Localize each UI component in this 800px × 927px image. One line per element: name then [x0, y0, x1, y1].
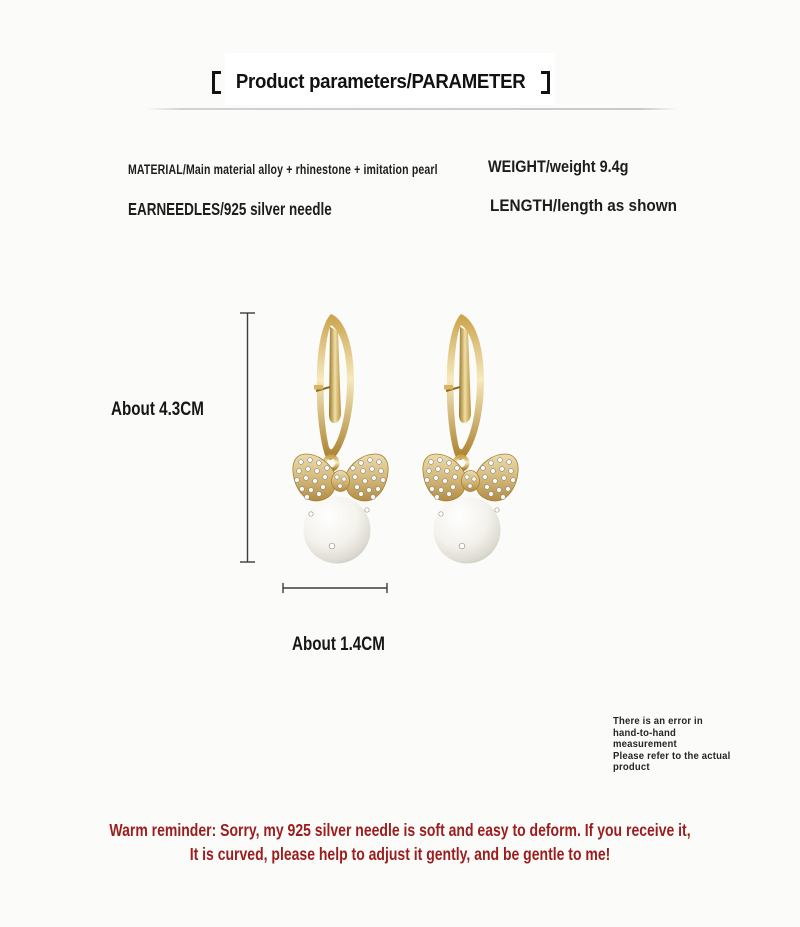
param-weight: WEIGHT/weight 9.4g — [488, 157, 629, 176]
disclaimer-line: product — [613, 762, 650, 774]
warm-reminder — [0, 818, 800, 866]
disclaimer-line: Please refer to the actual — [613, 750, 731, 762]
disclaimer-line: hand-to-hand — [613, 727, 676, 739]
dimension-line-vertical — [240, 313, 255, 562]
earring-right — [423, 314, 518, 564]
warm-reminder-line1: Warm reminder: Sorry, my 925 silver needle is soft and easy to deform. If you receive it, — [109, 820, 691, 840]
dimension-line-horizontal — [283, 583, 387, 593]
right-lenticular-bracket-icon — [541, 71, 550, 94]
left-lenticular-bracket-icon — [212, 71, 221, 94]
page-title — [0, 71, 800, 94]
param-length: LENGTH/length as shown — [490, 196, 678, 215]
earring-left — [293, 314, 388, 564]
title-divider — [145, 108, 678, 110]
measurement-disclaimer — [613, 716, 746, 774]
disclaimer-line: measurement — [613, 739, 677, 751]
height-measurement-label: About 4.3CM — [111, 399, 204, 420]
param-material: MATERIAL/Main material alloy + rhinestone + imitation pearl — [128, 162, 438, 177]
page-title-text: Product parameters/PARAMETER — [236, 71, 526, 93]
product-photo-earrings — [230, 300, 560, 600]
param-earneedles: EARNEEDLES/925 silver needle — [128, 199, 332, 219]
width-measurement-label: About 1.4CM — [292, 634, 385, 655]
disclaimer-line: There is an error in — [613, 716, 703, 727]
warm-reminder-line2: It is curved, please help to adjust it gently, and be gentle to me! — [189, 844, 611, 864]
